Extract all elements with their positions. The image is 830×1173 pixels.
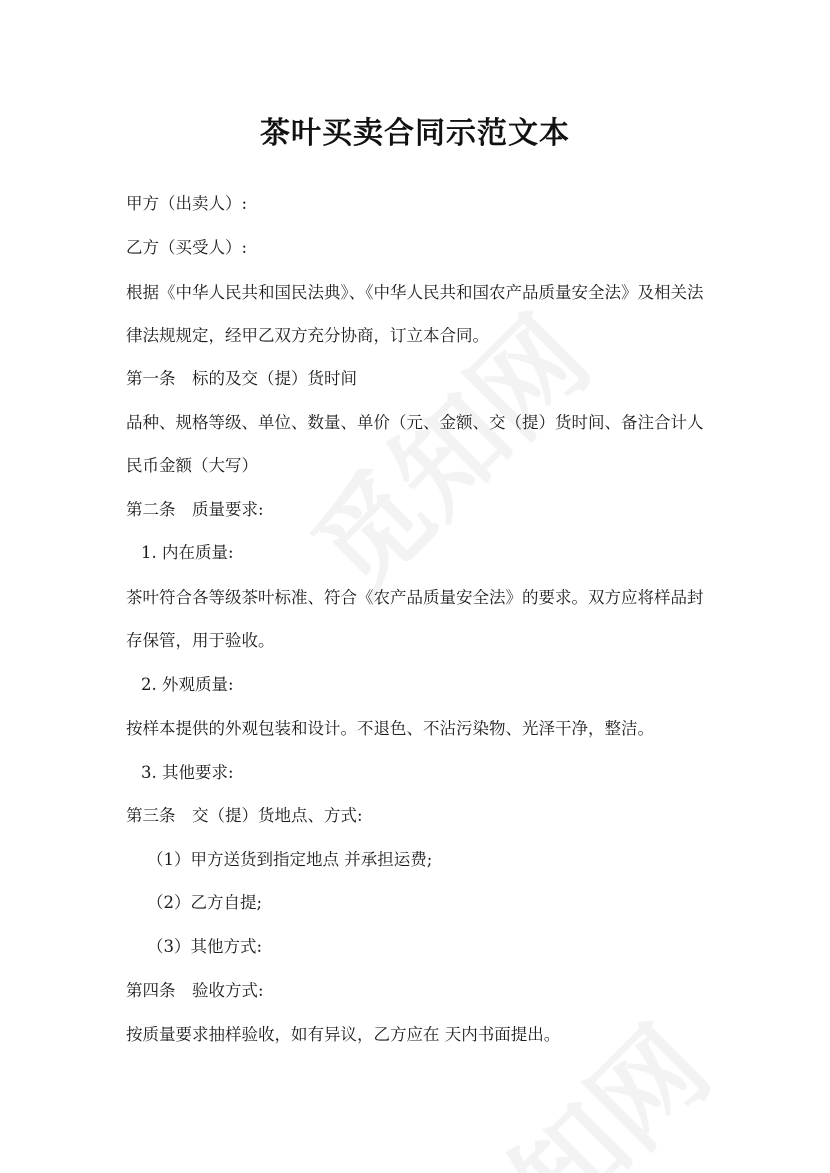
article-2-item-1-body-line-1: 茶叶符合各等级茶叶标准、符合《农产品质量安全法》的要求。双方应将样品封 xyxy=(126,588,704,607)
article-3-heading: 第三条 交（提）货地点、方式: xyxy=(126,806,363,825)
article-4-heading: 第四条 验收方式: xyxy=(126,981,264,1000)
article-4-body: 按质量要求抽样验收，如有异议，乙方应在 天内书面提出。 xyxy=(126,1025,561,1044)
preamble-line-1: 根据《中华人民共和国民法典》、《中华人民共和国农产品质量安全法》及相关法 xyxy=(126,283,704,302)
article-2-item-1-body-line-2: 存保管，用于验收。 xyxy=(126,631,275,650)
article-2-item-3-heading: 3. 其他要求: xyxy=(141,763,234,782)
article-2-item-2-heading: 2. 外观质量: xyxy=(141,675,234,694)
party-b-line: 乙方（买受人）: xyxy=(126,238,248,257)
article-2-item-2-body: 按样本提供的外观包装和设计。不退色、不沾污染物、光泽干净，整洁。 xyxy=(126,719,654,738)
preamble-line-2: 律法规规定，经甲乙双方充分协商，订立本合同。 xyxy=(126,326,489,345)
article-1-body-line-2: 民币金额（大写） xyxy=(126,456,258,475)
watermark-bottom xyxy=(392,986,737,1173)
document-title: 茶叶买卖合同示范文本 xyxy=(260,116,570,151)
article-2-item-1-heading: 1. 内在质量: xyxy=(141,543,234,562)
article-3-option-3: （3）其他方式: xyxy=(147,937,263,956)
article-1-body-line-1: 品种、规格等级、单位、数量、单价（元、金额、交（提）货时间、备注合计人 xyxy=(126,413,704,432)
article-1-heading: 第一条 标的及交（提）货时间 xyxy=(126,369,357,388)
article-3-option-1: （1）甲方送货到指定地点 并承担运费; xyxy=(147,850,433,869)
article-2-heading: 第二条 质量要求: xyxy=(126,500,264,519)
party-a-line: 甲方（出卖人）: xyxy=(126,194,248,213)
article-3-option-2: （2）乙方自提; xyxy=(147,893,263,912)
